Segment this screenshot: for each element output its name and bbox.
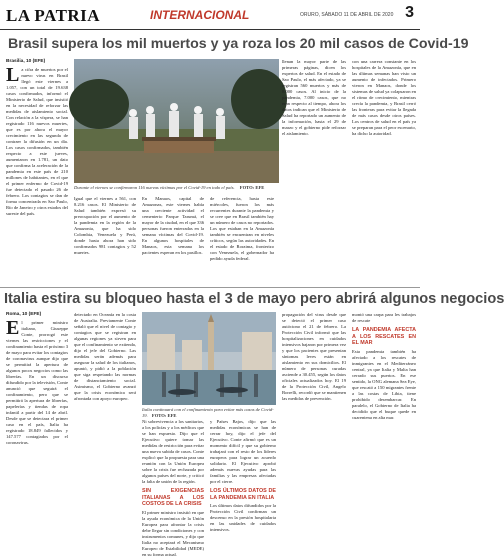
story2-kicker: Roma, 10 (EFE): [6, 312, 42, 317]
story2-dropcap: E: [6, 317, 20, 339]
story1-column-4: [210, 196, 274, 284]
story2-caption-source: FOTO: EFE: [151, 413, 177, 418]
story1-column-1: [6, 59, 68, 284]
story2-caption: [142, 407, 276, 419]
story2-column-2: [74, 312, 136, 544]
story1-column-3: [142, 196, 204, 284]
story2-col6b-text: Esta pandemia también ha afectado a los rescates de inmigrantes en el Mediterráneo central, ya que Italia y Malta han cerrado sus puertos. En ese sentido, la ONG alemana Sea Eye, que rescató a 150 migrantes frente a las costas de Libia, tiene prohibido desembarcar. En paralelo, el Gobierno de Italia ha decidido que el buque quede en cuarentena en alta mar.: [352, 348, 416, 420]
section-title: INTERNACIONAL: [150, 8, 250, 22]
story1-col1-text: a cifra de muertos por el nuevo virus en Brasil llegó este viernes a 1.057, con un total de 19.638 casos confirmados, informó el Ministerio de Salud, que insistió en la necesidad de reforzar las medidas de aislamiento social. Con relación a la víspera, se han registrado 116 nuevos muertes, que es por ahora el mayor crecimiento en las segunda de contraer la difusión en un día. Los casos confirmados, también respecto a este jueves, aumentaron en 1.781, un dato que confirma la aceleración de la pandemia en este país de 210 millones de habitantes, en el que el primer enfermo de Covid-19 fue detectado el pasado 26 de febrero. Los contagios se dan de forma concentrada en Sao Paulo, Río de Janeiro y otros estados del sureste del país.: [6, 67, 68, 216]
story2-col2-text: detectado en Oceanía en la costa de Australia. Previamente Conte señaló que el nivel de contagio y contagios que se registran en algunas regiones ya sirven para que el confinamiento se extienda, dijo el jefe del Gobierno. Las medidas serán además para asegurar la salud de los italianos, apuntó, y pidió a la población que siga respetando las normas de distanciamiento social. Asimismo, el Gobierno avanzó que la crisis económica será afrontada con apoyo europeo.: [74, 312, 136, 401]
story2-column-5: [282, 312, 346, 544]
story2-photo: [142, 312, 276, 405]
story1-dropcap: L: [6, 64, 20, 86]
story2-subhead-2: LOS ÚLTIMOS DATOS DE LA PANDEMIA EN ITALIA: [210, 488, 276, 501]
dateline: ORURO, SÁBADO 11 DE ABRIL DE 2020: [300, 12, 394, 18]
story2-col4-text: y Países Bajos, dijo que las medidas económicas se han de cerrar hoy, dijo el jefe del Ejecutivo. Conte afirmó que es un momento difícil y que su gobierno trabajará con el resto de los líderes europeos para lograr un acuerdo solidario. El Ejecutivo aprobó además nuevas ayudas para las familias y las empresas afectadas por el cierre.: [210, 419, 276, 484]
story1-caption-text: Durante el viernes se confirmaron 116 nuevas víctimas por el Covid-19 en todo el país.: [74, 185, 235, 190]
story1-column-5: [282, 59, 346, 284]
story2-col1-text: l primer ministro italiano, Giuseppe Conte, prorrogó este viernes las restricciones y el confinamiento hasta el próximo 3 de mayo para evitar los contagios de coronavirus aunque dijo que se permitirá la apertura de algunos pocos negocios como las librerías. En un discurso difundido por la televisión, Conte anunció que seguirá el confinamiento, pero que se permitirá la apertura de librerías, papelerías y tiendas de ropa infantil a partir del 14 de abril. Desde que se detectara el primer caso en el país, Italia ha registrado 18.849 fallecidos y 147.577 contagiados por el coronavirus.: [6, 320, 68, 445]
story2-col5-text: propagación del virus desde que se detectó el primer caso autóctono el 21 de febrero. La Protección Civil informó que las hospitalizaciones en cuidados intensivos bajaron por primera vez y que los pacientes que presentan síntomas leves están en aislamiento en sus domicilios. El número de personas curadas asciende a 30.455, según los datos oficiales actualizados hoy. El 19 de la Protección Civil, Angelo Borrelli, recordó que se mantienen las medidas de prevención.: [282, 312, 346, 401]
story2-caption-text: Italia continuará con el confinamiento para evitar más casos de Covid-19.: [142, 407, 274, 418]
story1-col2-text: Igual que el viernes a 561, con 8.216 casos. El Ministerio de Salud también expresó su preocupación por el aumento de la pandemia en la región de la Amazonia, que ha sido Colombia, Venezuela y Perú, donde hasta ahora han sido confirmados 981 contagios y 52 muertes.: [74, 196, 136, 255]
story1-col4-text: de referencia, hasta este miércoles, fueron los más recurrentes durante la pandemia y se cree que en Brasil también hay un número de casos no reportados. Los que estaban en la Amazonía también se encuentran en niveles críticos, según las autoridades. En el estado de Roraima, fronterizo con Venezuela, el gobernador ha pedido ayuda federal.: [210, 196, 274, 261]
story2-column-1: [6, 312, 68, 544]
story1-column-2: [74, 196, 136, 284]
story1-column-6: [352, 59, 416, 284]
story1-photo: [74, 59, 279, 183]
story1-caption: [74, 185, 279, 191]
story2-col4b-text: Los últimos datos difundidos por la Protección Civil confirman un descenso en la presión hospitalaria en las unidades de cuidados intensivos.: [210, 503, 276, 532]
story1-kicker: Brasilia, 10 (EFE): [6, 59, 46, 64]
story1-headline: Brasil supera los mil muertos y ya roza los 20 mil casos de Covid-19: [8, 36, 469, 52]
story2-headline: Italia estira su bloqueo hasta el 3 de mayo pero abrirá algunos negocios: [4, 291, 504, 307]
story2-column-4: [210, 419, 276, 544]
page-header: [0, 0, 420, 30]
story-divider: [0, 287, 420, 288]
story2-subhead-3: LA PANDEMIA AFECTA A LOS RESCATES EN EL MAR: [352, 327, 416, 346]
story1-caption-source: FOTO: EFE: [239, 185, 265, 190]
page-number: 3: [405, 4, 414, 21]
newspaper-logo: LA PATRIA: [6, 6, 101, 25]
story2-col6-text: montó una carpa para les trabajos de rescate: [352, 312, 416, 323]
story1-col3-text: En Manaos, capital de Amazonas, este viernes había una creciente actividad el cementerio Parque Tarumá, el mayor de la ciudad, en el que 336 personas fueron enterradas en la semana víctimas del Covid-19. En algunos hospitales de Manaos, esta semana los pacientes esperan en los pasillos.: [142, 196, 204, 255]
story2-col3b-text: El primer ministro insistió en que la ayuda económica de la Unión Europea para afrontar la crisis debe llegar sin condiciones y con instrumentos comunes, y dijo que Italia no aceptará el Mecanismo Europeo de Estabilidad (MEDE) en su forma actual.: [142, 509, 204, 557]
story2-column-3: [142, 419, 204, 557]
story2-subhead-1: SIN EXIGENCIAS ITALIANAS A LOS COSTOS DE LA CRISIS: [142, 488, 204, 507]
story1-col5-text: llenan la mayor parte de las primeras páginas, dicen los expertos de salud. En el estado de Sao Paulo, el más afectado, ya se registran 560 muertos y más de 8.000 casos. Al inicio de la pandemia, 7.000 casos, que no eran respecto al tiempo, ahora los datos indican que el Ministerio de Salud ha reportado un aumento de la información, hasta el 29 de marzo y el gobierno pide reforzar el aislamiento.: [282, 59, 346, 136]
story2-col3-text: Ni sobrevivencia a los sanitarios, a los policías y a los médicos que se han expuesto. Dijo que el Ejecutivo quiere tomar las medidas de restricción para evitar una nueva subida de casos. Conte explicó que la propuesta para una reunión con la Unión Europea sobre la crisis fue rechazada por algunos países del norte, y criticó la falta de unión de la región.: [142, 419, 204, 484]
story2-column-6: [352, 312, 416, 544]
story1-col6-text: con una carrera constante en los hospitales de la Amazonía, que en las últimas semanas han visto un aumento de infectados. Primero vieron en Manaos, donde los sistemas de salud ya colapsaron en el ritmo de crecimiento, mientras crecía la pandemia, y Brasil cerró las fronteras para evitar la llegada de más casos desde otros países. Los centros de salud en el país ya se preparan para el peor escenario, ha dicho la autoridad.: [352, 59, 416, 136]
